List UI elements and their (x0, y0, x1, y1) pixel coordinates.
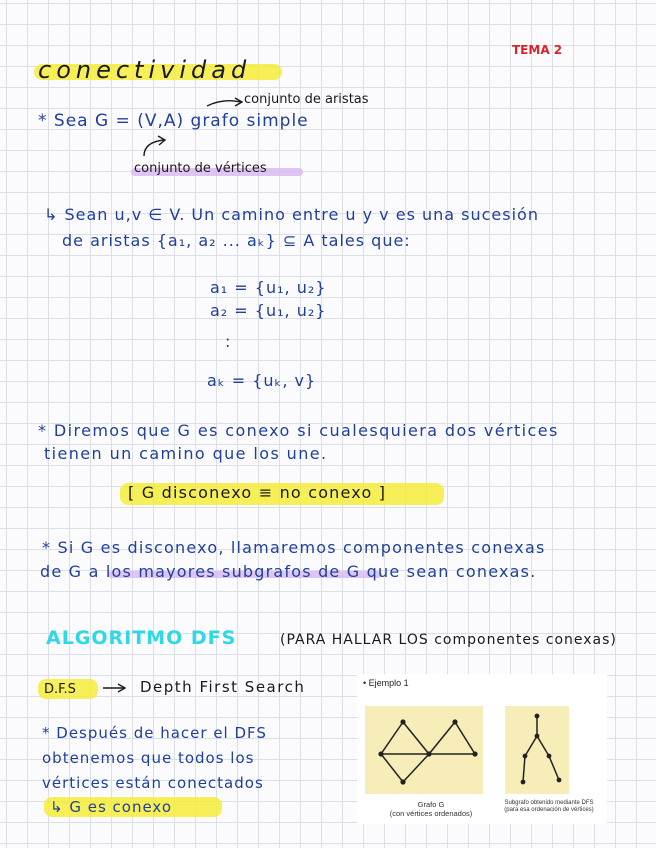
dfs-arrow (102, 683, 128, 693)
caption-dfs-subgraph: Subgrafo obtenido mediante DFS (para esa ordenación de vértices) (504, 800, 594, 814)
section-title: conectividad (38, 56, 252, 84)
components-line-2: de G a los mayores subgrafos de G que sean conexas. (40, 562, 537, 581)
vertices-arrow (140, 136, 170, 158)
graph-g (365, 706, 483, 794)
after-line-3: vértices están conectados (42, 774, 264, 792)
tema-tag: TEMA 2 (512, 43, 563, 57)
after-line-2: obtenemos que todos los (42, 749, 255, 767)
edges-arrow (205, 96, 245, 108)
equation-2: a₂ = {u₁, u₂} (210, 301, 327, 320)
dfs-subgraph-box (505, 706, 569, 794)
components-line-1: * Si G es disconexo, llamaremos componentes conexas (42, 538, 546, 557)
figure-heading: • Ejemplo 1 (363, 678, 409, 688)
example-figure (357, 674, 607, 824)
disconnected-note: [ G disconexo ≡ no conexo ] (128, 483, 387, 502)
dfs-label: D.F.S (44, 682, 76, 697)
equation-1: a₁ = {u₁, u₂} (210, 278, 327, 297)
path-line-1: ↳ Sean u,v ∈ V. Un camino entre u y v es una sucesión (44, 205, 539, 224)
caption-graph-g: Grafo G (con vértices ordenados) (389, 800, 473, 818)
dfs-meaning: Depth First Search (140, 678, 306, 696)
vertices-note: conjunto de vértices (134, 161, 267, 176)
connected-line-2: tienen un camino que los une. (44, 444, 328, 463)
equation-k: aₖ = {uₖ, v} (207, 371, 317, 390)
after-line-1: * Después de hacer el DFS (42, 724, 267, 742)
graph-g-box (365, 706, 483, 794)
connected-line-1: * Diremos que G es conexo si cualesquiera dos vértices (38, 421, 559, 440)
algorithm-subtitle: (PARA HALLAR LOS componentes conexas) (280, 632, 617, 648)
equation-dots: : (225, 332, 231, 351)
definition-line: * Sea G = (V,A) grafo simple (38, 111, 309, 131)
path-line-2: de aristas {a₁, a₂ ... aₖ} ⊆ A tales que: (62, 231, 411, 250)
dfs-subgraph (505, 706, 569, 794)
conclusion: ↳ G es conexo (50, 798, 173, 816)
algorithm-title: ALGORITMO DFS (46, 627, 237, 649)
edges-note: conjunto de aristas (244, 92, 369, 107)
